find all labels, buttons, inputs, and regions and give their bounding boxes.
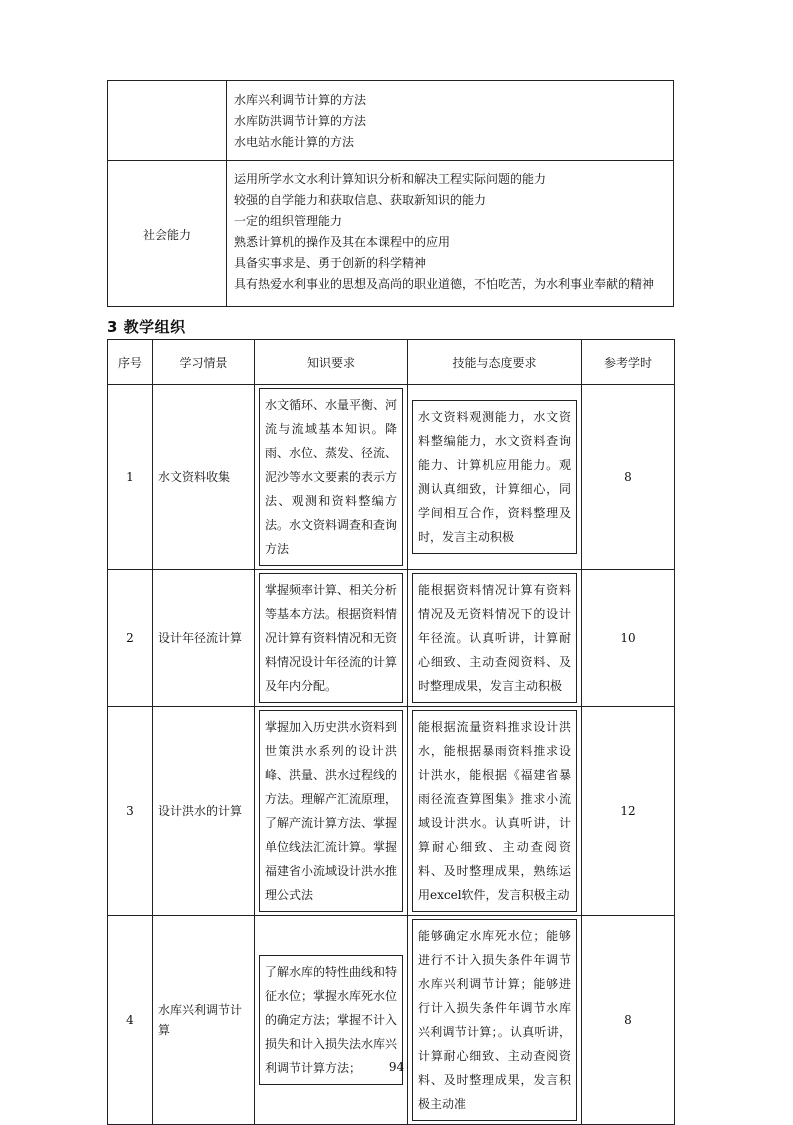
row-index: 3 bbox=[108, 707, 153, 916]
knowledge-line: 水库兴利调节计算的方法 bbox=[234, 93, 367, 107]
knowledge-text: 掌握频率计算、相关分析等基本方法。根据资料情况计算有资料情况和无资料情况设计年径流的计算及年内分配。 bbox=[259, 573, 403, 703]
page-number: 94 bbox=[388, 1060, 405, 1074]
header-knowledge: 知识要求 bbox=[255, 340, 408, 385]
header-index: 序号 bbox=[108, 340, 153, 385]
row-skills bbox=[408, 916, 582, 1125]
row-skills bbox=[408, 707, 582, 916]
social-ability-line: 较强的自学能力和获取信息、获取新知识的能力 bbox=[234, 193, 487, 207]
row-knowledge bbox=[255, 570, 408, 707]
top-table-row-knowledge bbox=[107, 80, 674, 161]
row-knowledge bbox=[255, 916, 408, 1125]
row-scene: 水库兴利调节计算 bbox=[153, 916, 255, 1125]
row-skills bbox=[408, 570, 582, 707]
table-row bbox=[108, 916, 675, 1125]
section-heading: 3 教学组织 bbox=[107, 318, 186, 336]
table-header-row bbox=[108, 340, 675, 385]
knowledge-text: 水文循环、水量平衡、河流与流域基本知识。降雨、水位、蒸发、径流、泥沙等水文要素的表示方法、观测和资料整编方法。水文资料调查和查询方法 bbox=[259, 388, 403, 566]
skills-text: 能根据资料情况计算有资料情况及无资料情况下的设计年径流。认真听讲，计算耐心细致、主动查阅资料、及时整理成果，发言主动积极 bbox=[412, 573, 577, 703]
knowledge-line: 水电站水能计算的方法 bbox=[234, 135, 355, 149]
table-row bbox=[108, 385, 675, 570]
row-hours: 8 bbox=[582, 916, 675, 1125]
top-table-divider bbox=[226, 80, 227, 307]
social-ability-line: 运用所学水文水利计算知识分析和解决工程实际问题的能力 bbox=[234, 172, 547, 186]
skills-text: 能够确定水库死水位；能够进行不计入损失条件年调节水库兴利调节计算；能够进行计入损失条件年调节水库兴利调节计算；。认真听讲，计算耐心细致、主动查阅资料、及时整理成果，发言积极主动准 bbox=[412, 919, 577, 1121]
row-scene: 设计洪水的计算 bbox=[153, 707, 255, 916]
row-index: 2 bbox=[108, 570, 153, 707]
row-scene: 设计年径流计算 bbox=[153, 570, 255, 707]
knowledge-text: 掌握加入历史洪水资料到世策洪水系列的设计洪峰、洪量、洪水过程线的方法。理解产汇流原理，了解产流计算方法、掌握单位线法汇流计算。掌握福建省小流域设计洪水推理公式法 bbox=[259, 710, 403, 912]
table-row bbox=[108, 707, 675, 916]
table-row bbox=[108, 570, 675, 707]
header-skills: 技能与态度要求 bbox=[408, 340, 582, 385]
social-ability-line: 熟悉计算机的操作及其在本课程中的应用 bbox=[234, 235, 451, 249]
row-skills bbox=[408, 385, 582, 570]
row-hours: 12 bbox=[582, 707, 675, 916]
knowledge-line: 水库防洪调节计算的方法 bbox=[234, 114, 367, 128]
social-ability-label: 社会能力 bbox=[142, 228, 191, 242]
row-hours: 8 bbox=[582, 385, 675, 570]
row-knowledge bbox=[255, 385, 408, 570]
skills-text: 能根据流量资料推求设计洪水，能根据暴雨资料推求设计洪水，能根据《福建省暴雨径流查算图集》推求小流域设计洪水。认真听讲，计算耐心细致、主动查阅资料、及时整理成果，熟练运用excel软件，发言积极主动 bbox=[412, 710, 577, 912]
header-hours: 参考学时 bbox=[582, 340, 675, 385]
row-hours: 10 bbox=[582, 570, 675, 707]
row-knowledge bbox=[255, 707, 408, 916]
social-ability-line: 一定的组织管理能力 bbox=[234, 214, 343, 228]
row-index: 1 bbox=[108, 385, 153, 570]
header-scene: 学习情景 bbox=[153, 340, 255, 385]
knowledge-text: 了解水库的特性曲线和特征水位；掌握水库死水位的确定方法；掌握不计入损失和计入损失法水库兴利调节计算方法； bbox=[259, 955, 403, 1085]
row-scene: 水文资料收集 bbox=[153, 385, 255, 570]
social-ability-line: 具备实事求是、勇于创新的科学精神 bbox=[234, 256, 427, 270]
teaching-organization-table bbox=[107, 339, 675, 1125]
social-ability-line: 具有热爱水利事业的思想及高尚的职业道德，不怕吃苦，为水利事业奉献的精神 bbox=[234, 277, 655, 291]
row-index: 4 bbox=[108, 916, 153, 1125]
skills-text: 水文资料观测能力，水文资料整编能力，水文资料查询能力、计算机应用能力。观测认真细致，计算细心，同学间相互合作，资料整理及时，发言主动积极 bbox=[412, 400, 577, 554]
